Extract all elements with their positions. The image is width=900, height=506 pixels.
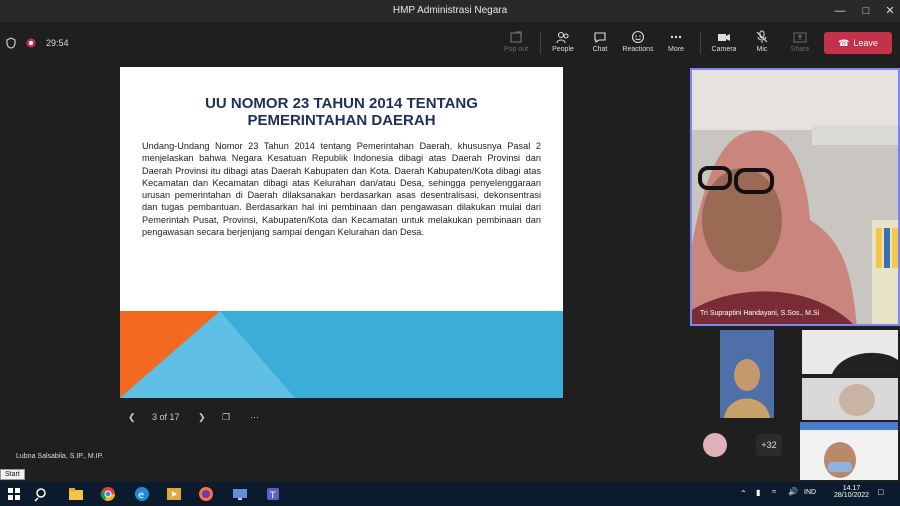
participant-tile[interactable] (720, 330, 774, 418)
mic-button[interactable] (742, 30, 782, 53)
start-tooltip: Start (0, 469, 25, 480)
chat-button[interactable] (580, 30, 620, 53)
title-bar (0, 0, 900, 22)
notification-icon[interactable]: □ (878, 487, 884, 497)
divider (540, 32, 541, 54)
volume-icon[interactable]: 🔊 (788, 487, 798, 496)
media-player-icon[interactable] (166, 486, 182, 502)
prev-slide-button[interactable]: ❮ (128, 412, 136, 422)
mic-muted-icon (755, 30, 769, 44)
svg-text:T: T (270, 491, 276, 501)
slide-more-icon[interactable]: ··· (250, 412, 259, 422)
slide-title (120, 95, 563, 129)
reactions-label: Reactions (622, 46, 654, 53)
file-explorer-icon[interactable] (68, 486, 84, 502)
participant-name-main: Tri Supraptini Handayani, S.Sos., M.Si (700, 310, 820, 317)
reactions-button[interactable] (618, 30, 658, 53)
popout-label: Pop out (503, 46, 529, 53)
participant-video-main[interactable] (690, 68, 900, 326)
slide-title-line2: PEMERINTAHAN DAERAH (247, 112, 436, 129)
battery-icon[interactable]: ▮ (756, 488, 761, 497)
presenter-name: Lubna Salsabila, S.IP., M.IP. (16, 453, 104, 460)
camera-button[interactable] (704, 30, 744, 53)
popout-button[interactable] (496, 30, 536, 53)
camera-label: Camera (711, 46, 737, 53)
camera-icon (717, 30, 731, 44)
participant-thumbnail (802, 330, 898, 374)
recording-icon (26, 38, 36, 48)
phone-hangup-icon: ☎ (838, 38, 850, 48)
overflow-participants-button[interactable]: +32 (756, 434, 782, 456)
participant-tile[interactable] (800, 422, 898, 480)
teams-icon[interactable] (266, 486, 282, 502)
slide-decoration (120, 311, 563, 398)
clock[interactable] (834, 485, 869, 499)
slide-title-line1: UU NOMOR 23 TAHUN 2014 TENTANG (205, 95, 478, 112)
window-title: HMP Administrasi Negara (392, 5, 508, 16)
participant-thumbnail (802, 378, 898, 420)
share-icon (793, 30, 807, 44)
firefox-icon[interactable] (198, 486, 214, 502)
search-icon[interactable] (34, 486, 50, 502)
minimize-icon[interactable]: — (834, 5, 846, 17)
clock-date: 28/10/2022 (834, 492, 870, 499)
people-label: People (552, 46, 574, 53)
windows-start-icon[interactable] (6, 486, 22, 502)
network-app-icon[interactable] (232, 486, 248, 502)
divider (700, 32, 701, 54)
participant-video-feed (692, 70, 900, 326)
participant-thumbnail (720, 330, 774, 418)
taskbar (0, 482, 900, 506)
slide-page-indicator: 3 of 17 (152, 412, 180, 422)
participant-tile[interactable] (802, 378, 898, 420)
maximize-icon[interactable]: □ (862, 5, 870, 17)
share-label: Share (790, 46, 810, 53)
more-label: More (668, 46, 684, 53)
leave-button[interactable] (824, 32, 892, 54)
chat-icon (593, 30, 607, 44)
shield-icon (6, 37, 16, 49)
participant-thumbnail (800, 422, 898, 480)
people-button[interactable] (543, 30, 583, 53)
edge-icon[interactable] (134, 486, 150, 502)
wifi-icon[interactable]: ≈ (772, 487, 777, 496)
svg-text:e: e (138, 490, 145, 501)
leave-label: Leave (853, 38, 878, 48)
more-icon (669, 30, 683, 44)
next-slide-button[interactable]: ❯ (198, 412, 206, 422)
meeting-toolbar (0, 22, 900, 60)
participant-tile[interactable] (802, 330, 898, 374)
grid-view-icon[interactable]: ❐ (222, 412, 231, 422)
more-button[interactable] (656, 30, 696, 53)
avatar[interactable] (703, 433, 727, 457)
chat-label: Chat (592, 46, 608, 53)
language-indicator[interactable]: IND (804, 489, 817, 496)
tray-chevron-icon[interactable]: ⌃ (740, 489, 747, 498)
clock-time: 14.17 (842, 485, 861, 492)
people-icon (556, 30, 570, 44)
mic-label: Mic (756, 46, 768, 53)
close-icon[interactable]: ✕ (885, 5, 895, 17)
popout-icon (509, 30, 523, 44)
shared-slide (120, 67, 563, 398)
chrome-icon[interactable] (100, 486, 116, 502)
slide-body: Undang-Undang Nomor 23 Tahun 2014 tentang Pemerintahan Daerah, khususnya Pasal 2 menjelaskan bahwa Negara Kesatuan Republik Indonesia dibagi atas Daerah Provinsi dan Daerah Provinsi itu dibagi atas Daerah Kabupaten dan Kota. Daerah Kabupaten/Kota dibagi atas Kecamatan dan Kecamatan dibagi atas Kelurahan dan/atau Desa, sehingga penyelenggaraan urusan pemerintahan di Daerah dilaksanakan berdasarkan asas desentralisasi, dekonsentrasi dan tugas pembantuan. Berdasarkan hal ini pembinaan dan pengawasan dilakukan mulai dari Pemerintah Pusat, Provinsi, Kabupaten/Kota dan Kecamatan untuk melakukan pembinaan dan pengawasan secara berjenjang sampai dengan Kelurahan dan Desa. (142, 141, 541, 238)
meeting-timer: 29:54 (46, 38, 69, 48)
share-button[interactable] (780, 30, 820, 53)
reactions-icon (631, 30, 645, 44)
